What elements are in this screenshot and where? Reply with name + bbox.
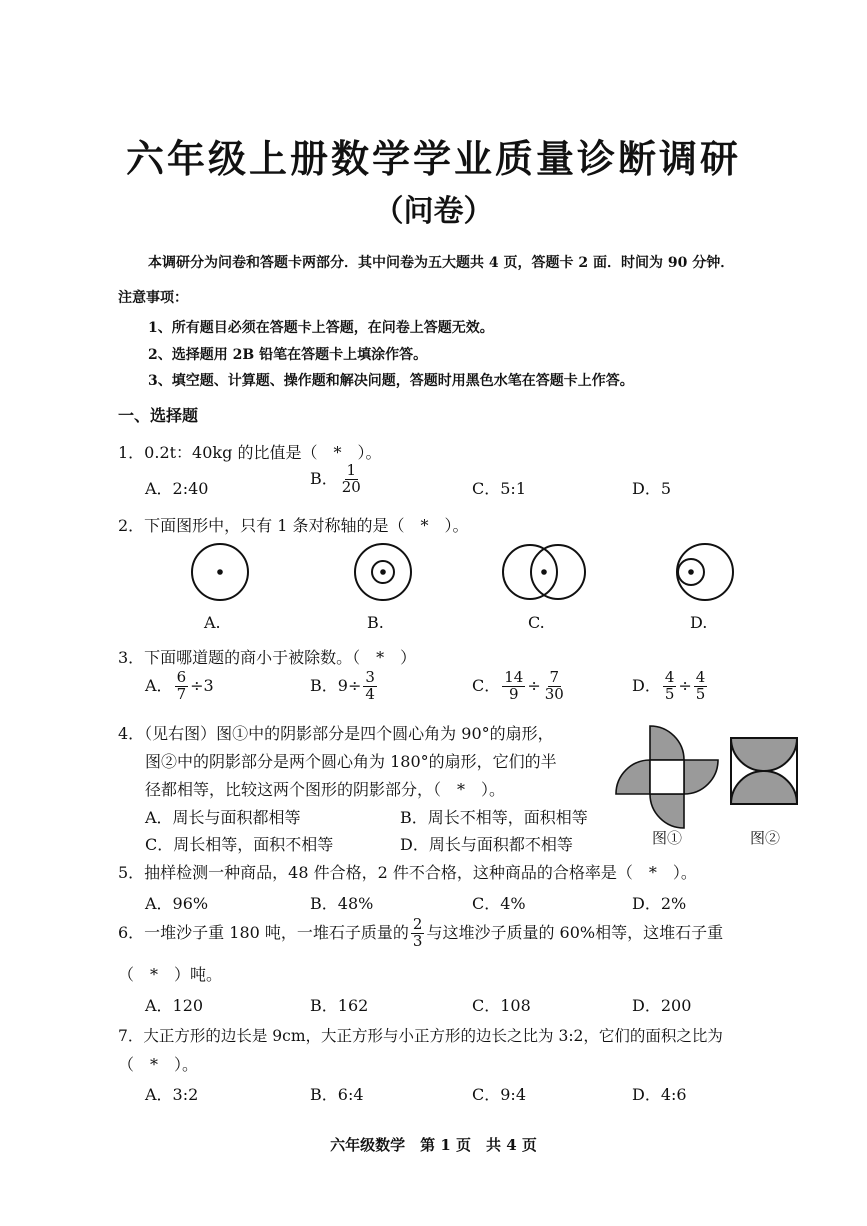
q3-option-c: [472, 670, 568, 703]
question-7-line-2: （ * ）。: [118, 1055, 199, 1074]
q7-option-c: C．9:4: [472, 1085, 526, 1104]
intro-text: 本调研分为问卷和答题卡两部分．其中问卷为五大题共 4 页，答题卡 2 面．时间为 90 分钟．: [148, 255, 735, 271]
q4-option-a: A．周长与面积都相等: [145, 808, 301, 827]
fraction-denominator: 20: [341, 477, 361, 496]
paper-subtitle: （问卷）: [373, 194, 494, 229]
q3-c-prefix: C．: [472, 675, 501, 695]
q4-option-b: B．周长不相等，面积相等: [400, 808, 588, 827]
q3-a-prefix: A．: [145, 675, 173, 695]
q3-d-operator: ÷: [678, 675, 692, 695]
question-2: 2．下面图形中，只有 1 条对称轴的是（ * ）。: [118, 516, 469, 535]
fraction-numerator: 4: [695, 668, 706, 686]
question-5: 5．抽样检测一种商品，48 件合格，2 件不合格，这种商品的合格率是（ * ）。: [118, 863, 697, 882]
q6-text-b: 与这堆沙子质量的 60%相等，这堆石子重: [426, 922, 724, 942]
q7-option-d: D．4:6: [632, 1085, 687, 1104]
q5-option-d: D．2%: [632, 894, 687, 913]
q2-figures: [180, 540, 760, 610]
fraction-denominator: 3: [412, 931, 423, 950]
q1-option-d: D．5: [632, 479, 672, 498]
question-4-line-2: 图②中的阴影部分是两个圆心角为 180°的扇形，它们的半: [145, 752, 557, 771]
section-title: 一、选择题: [118, 406, 199, 425]
figure-2-square: [731, 738, 797, 804]
figure-1-label: 图①: [652, 829, 683, 847]
q2-label-c: C.: [528, 613, 545, 632]
fraction: [543, 670, 566, 703]
figure-1-pinwheel: [616, 726, 718, 828]
q4-option-d: D．周长与面积都不相等: [400, 835, 573, 854]
fraction: [340, 463, 363, 496]
q5-option-b: B．48%: [310, 894, 374, 913]
fraction-denominator: 4: [365, 684, 375, 703]
q1-option-b-prefix: B．: [310, 468, 338, 488]
q6-option-c: C．108: [472, 996, 531, 1015]
figure-d: [677, 544, 733, 600]
fraction-numerator: 6: [176, 668, 187, 686]
fraction-denominator: 5: [695, 684, 706, 703]
fraction-denominator: 9: [509, 684, 519, 703]
question-1: 1．0.2t：40kg 的比值是（ * ）。: [118, 443, 382, 462]
question-4-line-1: 4．（见右图）图①中的阴影部分是四个圆心角为 90°的扇形，: [118, 724, 554, 743]
fraction: [363, 670, 377, 703]
question-4-line-3: 径都相等，比较这两个图形的阴影部分，（ * ）。: [145, 780, 506, 799]
q7-option-b: B．6:4: [310, 1085, 364, 1104]
page-footer: 六年级数学 第 1 页 共 4 页: [330, 1136, 537, 1154]
q4-option-c: C．周长相等，面积不相等: [145, 835, 334, 854]
fraction-numerator: 7: [549, 668, 560, 686]
q6-text-a: 6．一堆沙子重 180 吨，一堆石子质量的: [118, 922, 409, 942]
notice-item: 2、选择题用 2B 铅笔在答题卡上填涂作答。: [148, 347, 428, 363]
q6-option-a: A．120: [145, 996, 204, 1015]
fraction-denominator: 5: [664, 684, 675, 703]
q3-option-d: [632, 670, 709, 703]
question-6-line-1: [118, 917, 723, 950]
q3-option-b: [310, 670, 379, 703]
figure-c: [503, 545, 585, 599]
figure-a: [192, 544, 248, 600]
q3-b-prefix: B．9÷: [310, 675, 362, 695]
fraction: [694, 670, 708, 703]
fraction-numerator: 4: [664, 668, 675, 686]
q6-option-d: D．200: [632, 996, 692, 1015]
q6-option-b: B．162: [310, 996, 369, 1015]
fraction-denominator: 7: [176, 684, 187, 703]
figure-b: [355, 544, 411, 600]
q3-c-operator: ÷: [527, 675, 541, 695]
fraction-denominator: 30: [544, 684, 564, 703]
question-7-line-1: 7．大正方形的边长是 9cm，大正方形与小正方形的边长之比为 3:2，它们的面积之比为: [118, 1027, 723, 1045]
q2-label-d: D.: [690, 613, 708, 632]
q2-label-a: A.: [204, 613, 221, 632]
figure-2-label: 图②: [750, 829, 781, 847]
q3-a-suffix: ÷3: [190, 675, 214, 695]
q7-option-a: A．3:2: [145, 1085, 199, 1104]
question-3: 3．下面哪道题的商小于被除数。（ * ）: [118, 648, 417, 667]
q1-option-b: [310, 463, 365, 496]
fraction: [663, 670, 677, 703]
q2-label-b: B.: [367, 613, 384, 632]
q4-figures: [612, 722, 812, 832]
q5-option-c: C．4%: [472, 894, 526, 913]
q1-option-c: C．5:1: [472, 479, 526, 498]
q3-d-prefix: D．: [632, 675, 661, 695]
q3-option-a: [145, 670, 214, 703]
notice-item: 1、所有题目必须在答题卡上答题，在问卷上答题无效。: [148, 320, 494, 336]
fraction: [175, 670, 189, 703]
fraction-numerator: 14: [504, 668, 524, 686]
fraction: [502, 670, 525, 703]
q5-option-a: A．96%: [145, 894, 209, 913]
question-6-line-2: （ * ）吨。: [118, 965, 223, 984]
notice-heading: 注意事项：: [118, 290, 188, 306]
fraction-numerator: 3: [365, 668, 375, 686]
fraction-numerator: 2: [412, 915, 423, 933]
paper-title: 六年级上册数学学业质量诊断调研: [125, 136, 741, 181]
notice-item: 3、填空题、计算题、操作题和解决问题，答题时用黑色水笔在答题卡上作答。: [148, 373, 634, 389]
q1-option-a: A．2:40: [145, 479, 209, 498]
fraction: [411, 917, 425, 950]
fraction-numerator: 1: [346, 461, 357, 479]
